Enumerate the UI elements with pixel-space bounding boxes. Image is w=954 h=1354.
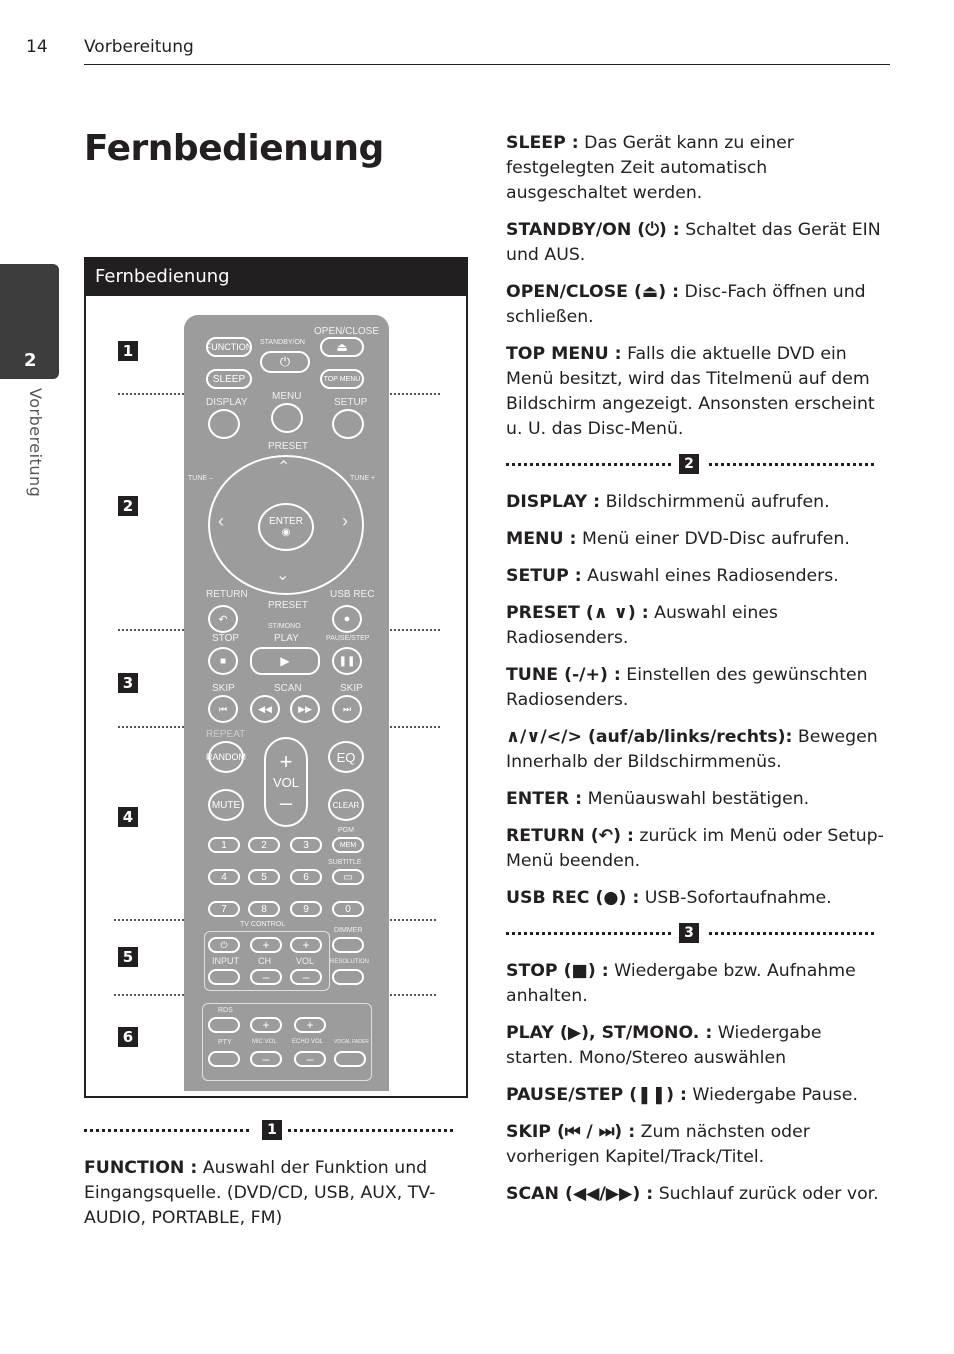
volume-label: VOL bbox=[272, 774, 299, 790]
pty-button[interactable] bbox=[208, 1051, 240, 1067]
section-marker: 2 bbox=[679, 454, 699, 474]
repeat-label: REPEAT bbox=[206, 729, 246, 740]
scan-back-button[interactable] bbox=[250, 695, 280, 723]
echo-vol-plus-button[interactable] bbox=[294, 1017, 326, 1033]
ch-minus-button[interactable] bbox=[250, 969, 282, 985]
open-close-button[interactable] bbox=[320, 337, 364, 357]
dimmer-button[interactable] bbox=[332, 937, 364, 953]
enter-label: ENTER bbox=[269, 516, 303, 527]
vocal-fader-label: VOCAL FADER bbox=[334, 1039, 369, 1045]
stop-icon: ■ bbox=[219, 655, 227, 667]
left-arrow-icon[interactable]: ‹ bbox=[218, 511, 224, 531]
entry-skip: SKIP (⏮ / ⏭) : Zum nächsten oder vorherigen Kapitel/Track/Titel. bbox=[506, 1122, 810, 1167]
entry-display: DISPLAY : Bildschirmmenü aufrufen. bbox=[506, 492, 830, 512]
skip-label-left: SKIP bbox=[212, 683, 235, 694]
fast-forward-icon: ▶▶ bbox=[298, 703, 312, 714]
remote-figure bbox=[84, 257, 468, 1098]
minus-icon: – bbox=[262, 1052, 270, 1066]
preset-label-bottom: PRESET bbox=[268, 600, 309, 611]
usb-rec-button[interactable] bbox=[332, 605, 362, 633]
resolution-button[interactable] bbox=[332, 969, 364, 985]
digit-7-button[interactable]: 7 bbox=[208, 901, 240, 917]
digit-0-button[interactable]: 0 bbox=[332, 901, 364, 917]
plus-icon: + bbox=[262, 1018, 270, 1032]
digit-3-button[interactable]: 3 bbox=[290, 837, 322, 853]
enter-dot-icon: ◉ bbox=[281, 527, 291, 538]
ch-label: CH bbox=[258, 956, 271, 966]
preset-label-top: PRESET bbox=[268, 441, 309, 452]
entry-function: FUNCTION : Auswahl der Funktion und Eingangsquelle. (DVD/CD, USB, AUX, TV-AUDIO, PORTABLE, FM) bbox=[84, 1158, 436, 1228]
return-button[interactable] bbox=[208, 605, 238, 633]
return-label: RETURN bbox=[206, 589, 248, 600]
display-label: DISPLAY bbox=[206, 397, 248, 408]
sleep-button[interactable]: SLEEP bbox=[206, 369, 252, 389]
usb-rec-label: USB REC bbox=[330, 589, 375, 600]
skip-back-button[interactable] bbox=[208, 695, 238, 723]
minus-icon: – bbox=[306, 1052, 314, 1066]
section-separator-2 bbox=[506, 454, 890, 474]
digit-2-button[interactable]: 2 bbox=[248, 837, 280, 853]
input-label: INPUT bbox=[212, 956, 239, 966]
rewind-icon: ◀◀ bbox=[258, 703, 272, 714]
entry-tune: TUNE (-/+) : Einstellen des gewünschten Radiosenders. bbox=[506, 665, 868, 710]
rds-button[interactable] bbox=[208, 1017, 240, 1033]
stop-button[interactable] bbox=[208, 647, 238, 675]
record-icon: ● bbox=[343, 613, 351, 625]
running-header: Vorbereitung bbox=[84, 37, 194, 57]
pgm-label: PGM bbox=[338, 827, 354, 834]
skip-label-right: SKIP bbox=[340, 683, 363, 694]
mic-vol-label: MIC VOL bbox=[252, 1039, 277, 1045]
return-icon: ↶ bbox=[218, 613, 228, 626]
section-label-4: 4 bbox=[118, 807, 138, 827]
scan-forward-button[interactable] bbox=[290, 695, 320, 723]
entry-scan: SCAN (◀◀/▶▶) : Suchlauf zurück oder vor. bbox=[506, 1184, 879, 1204]
entry-standby: STANDBY/ON (⏻) : Schaltet das Gerät EIN und AUS. bbox=[506, 220, 881, 265]
chapter-tab-number: 2 bbox=[24, 350, 37, 371]
chapter-tab-label: Vorbereitung bbox=[26, 388, 45, 498]
digit-6-button[interactable]: 6 bbox=[290, 869, 322, 885]
entry-preset: PRESET (∧ ∨) : Auswahl eines Radiosenders. bbox=[506, 603, 778, 648]
resolution-label: RESOLUTION bbox=[330, 959, 370, 965]
eq-button[interactable]: EQ bbox=[328, 741, 364, 773]
entry-enter: ENTER : Menüauswahl bestätigen. bbox=[506, 789, 810, 809]
figure-header: Fernbedienung bbox=[86, 259, 466, 296]
skip-forward-icon: ⏭ bbox=[342, 703, 352, 714]
random-button[interactable]: RANDOM bbox=[208, 741, 244, 773]
minus-icon: – bbox=[279, 789, 293, 815]
header-rule bbox=[84, 64, 890, 65]
entry-play: PLAY (▶), ST/MONO. : Wiedergabe starten. Mono/Stereo auswählen bbox=[506, 1023, 822, 1068]
play-icon: ▶ bbox=[280, 654, 290, 668]
menu-label: MENU bbox=[272, 391, 302, 402]
stop-label: STOP bbox=[212, 633, 240, 644]
section-marker: 3 bbox=[679, 923, 699, 943]
enter-button[interactable] bbox=[258, 503, 314, 551]
menu-button[interactable] bbox=[271, 403, 303, 433]
dimmer-label: DIMMER bbox=[334, 927, 363, 934]
plus-icon: + bbox=[262, 938, 270, 952]
setup-button[interactable] bbox=[332, 409, 364, 439]
section-label-3: 3 bbox=[118, 673, 138, 693]
entry-top-menu: TOP MENU : Falls die aktuelle DVD ein Menü besitzt, wird das Titelmenü auf dem Bildschirm angezeigt. Ansonsten erscheint u. U. das Disc-Menü. bbox=[506, 344, 875, 439]
entry-open-close: OPEN/CLOSE (⏏) : Disc-Fach öffnen und schließen. bbox=[506, 282, 866, 327]
volume-rocker[interactable] bbox=[264, 737, 308, 827]
mic-vol-minus-button[interactable] bbox=[250, 1051, 282, 1067]
digit-8-button[interactable]: 8 bbox=[248, 901, 280, 917]
mic-vol-plus-button[interactable] bbox=[250, 1017, 282, 1033]
up-arrow-icon[interactable]: ⌃ bbox=[277, 459, 291, 476]
skip-back-icon: ⏮ bbox=[218, 703, 228, 714]
entry-menu: MENU : Menü einer DVD-Disc aufrufen. bbox=[506, 529, 850, 549]
subtitle-label: SUBTITLE bbox=[328, 859, 362, 866]
tv-vol-minus-button[interactable] bbox=[290, 969, 322, 985]
eject-icon: ⏏ bbox=[336, 340, 348, 354]
digit-5-button[interactable]: 5 bbox=[248, 869, 280, 885]
left-column bbox=[84, 1120, 474, 1243]
minus-icon: – bbox=[302, 970, 310, 984]
pause-icon: ❚❚ bbox=[338, 655, 356, 667]
entry-pause: PAUSE/STEP (❚❚) : Wiedergabe Pause. bbox=[506, 1085, 858, 1105]
remote-control bbox=[184, 315, 389, 1091]
right-arrow-icon[interactable]: › bbox=[342, 511, 348, 531]
page-title: Fernbedienung bbox=[84, 128, 384, 169]
echo-vol-label: ECHO VOL bbox=[292, 1039, 324, 1045]
section-label-6: 6 bbox=[118, 1027, 138, 1047]
digit-4-button[interactable]: 4 bbox=[208, 869, 240, 885]
top-menu-button[interactable]: TOP MENU bbox=[320, 369, 364, 389]
section-label-5: 5 bbox=[118, 947, 138, 967]
entry-stop: STOP (■) : Wiedergabe bzw. Aufnahme anhalten. bbox=[506, 961, 856, 1006]
play-button[interactable] bbox=[250, 647, 320, 675]
mem-button[interactable]: MEM bbox=[332, 837, 364, 853]
function-button[interactable]: FUNCTION bbox=[206, 337, 252, 357]
power-icon: ⏻ bbox=[279, 354, 291, 369]
pause-step-label: PAUSE/STEP bbox=[326, 635, 370, 642]
digit-1-button[interactable]: 1 bbox=[208, 837, 240, 853]
plus-icon: + bbox=[302, 938, 310, 952]
down-arrow-icon[interactable]: ⌄ bbox=[276, 567, 290, 584]
mute-button[interactable]: MUTE bbox=[208, 789, 244, 821]
rds-label: RDS bbox=[218, 1007, 233, 1014]
skip-forward-button[interactable] bbox=[332, 695, 362, 723]
digit-9-button[interactable]: 9 bbox=[290, 901, 322, 917]
tv-control-label: TV CONTROL bbox=[240, 921, 286, 928]
tv-vol-plus-button[interactable] bbox=[290, 937, 322, 953]
scan-label: SCAN bbox=[274, 683, 302, 694]
section-label-1: 1 bbox=[118, 341, 138, 361]
standby-label: STANDBY/ON bbox=[260, 339, 305, 346]
entry-usb-rec: USB REC (●) : USB-Sofortaufnahme. bbox=[506, 888, 832, 908]
section-separator-1 bbox=[84, 1120, 474, 1140]
open-close-label: OPEN/CLOSE bbox=[314, 326, 380, 337]
subtitle-icon: ▭ bbox=[343, 871, 353, 883]
standby-button[interactable] bbox=[260, 351, 310, 373]
st-mono-label: ST/MONO bbox=[268, 623, 301, 630]
subtitle-button[interactable] bbox=[332, 869, 364, 885]
clear-button[interactable]: CLEAR bbox=[328, 789, 364, 821]
section-marker: 1 bbox=[262, 1120, 282, 1140]
tv-vol-label: VOL bbox=[296, 956, 315, 966]
section-label-2: 2 bbox=[118, 496, 138, 516]
play-label: PLAY bbox=[274, 633, 299, 644]
entry-setup: SETUP : Auswahl eines Radiosenders. bbox=[506, 566, 839, 586]
entry-sleep: SLEEP : Das Gerät kann zu einer festgelegten Zeit automatisch ausgeschaltet werden. bbox=[506, 133, 794, 203]
setup-label: SETUP bbox=[334, 397, 368, 408]
echo-vol-minus-button[interactable] bbox=[294, 1051, 326, 1067]
tv-power-button[interactable] bbox=[208, 937, 240, 953]
section-separator-3 bbox=[506, 923, 890, 943]
plus-icon: + bbox=[279, 748, 293, 774]
vocal-fader-button[interactable] bbox=[334, 1051, 366, 1067]
input-button[interactable] bbox=[208, 969, 240, 985]
entry-return: RETURN (↶) : zurück im Menü oder Setup-Menü beenden. bbox=[506, 826, 884, 871]
display-button[interactable] bbox=[208, 409, 240, 439]
ch-plus-button[interactable] bbox=[250, 937, 282, 953]
tune-plus-label: TUNE + bbox=[350, 475, 376, 482]
plus-icon: + bbox=[306, 1018, 314, 1032]
power-icon: ⏻ bbox=[220, 939, 228, 950]
pty-label: PTY bbox=[218, 1039, 232, 1046]
right-column bbox=[506, 131, 890, 1219]
pause-button[interactable] bbox=[332, 647, 362, 675]
entry-arrows: ∧/∨/</> (auf/ab/links/rechts): Bewegen Innerhalb der Bildschirmmenüs. bbox=[506, 727, 878, 772]
tune-minus-label: TUNE – bbox=[188, 475, 213, 482]
page-number: 14 bbox=[26, 37, 48, 57]
minus-icon: – bbox=[262, 970, 270, 984]
